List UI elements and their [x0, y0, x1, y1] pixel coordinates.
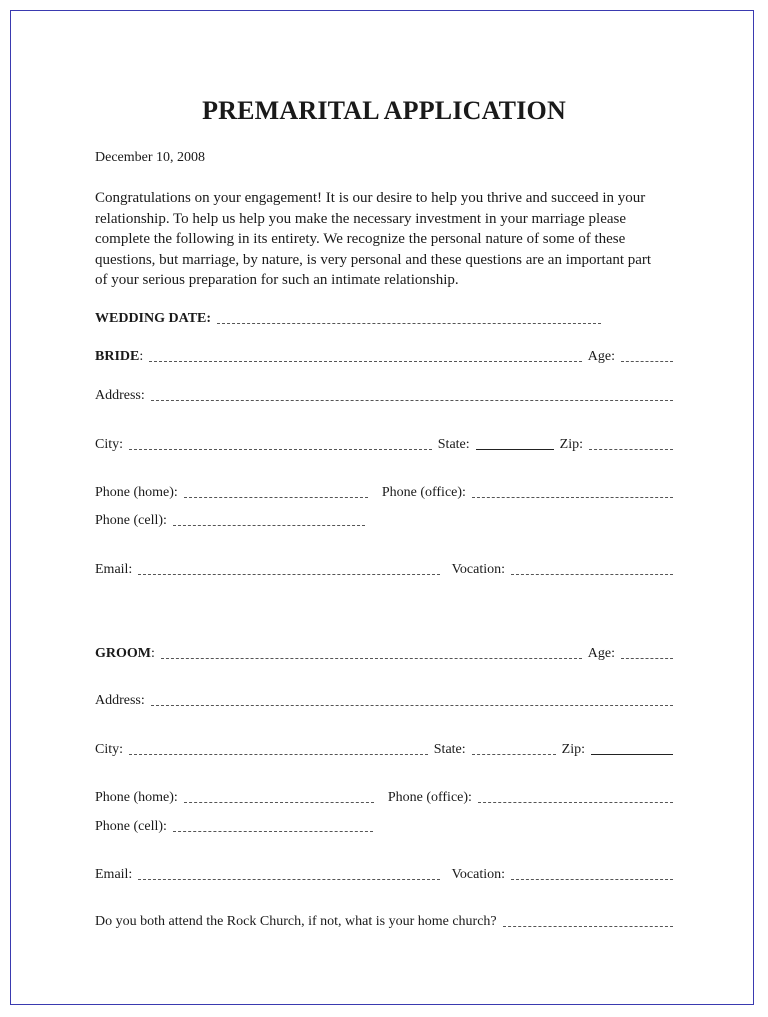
bride-zip-label: Zip: [559, 437, 583, 452]
bride-email-row [95, 559, 679, 579]
groom-phone-office-field[interactable] [478, 802, 673, 803]
groom-email-label: Email: [95, 867, 133, 882]
groom-city-row [95, 739, 679, 759]
bride-address-field[interactable] [151, 400, 673, 401]
bride-label: BRIDE [95, 349, 140, 364]
church-field[interactable] [503, 926, 673, 927]
groom-address-label: Address: [95, 693, 145, 708]
groom-zip-label: Zip: [561, 742, 585, 757]
groom-name-field[interactable] [161, 658, 582, 659]
bride-phone-office-label: Phone (office): [381, 485, 466, 500]
intro-line: Congratulations on your engagement! It is our desire to help you thrive and succeed in your [95, 190, 646, 206]
groom-state-label: State: [433, 742, 466, 757]
bride-email-field[interactable] [138, 574, 439, 575]
bride-zip-field[interactable] [589, 449, 673, 450]
wedding-date-label: WEDDING DATE: [95, 311, 212, 326]
bride-age-label: Age: [587, 349, 615, 364]
page-title: PREMARITAL APPLICATION [202, 96, 566, 125]
groom-phone-cell-label: Phone (cell): [95, 819, 167, 834]
bride-city-field[interactable] [129, 449, 432, 450]
groom-phone-home-field[interactable] [184, 802, 374, 803]
bride-name-field[interactable] [149, 361, 582, 362]
bride-city-label: City: [95, 437, 124, 452]
bride-phone-cell-field[interactable] [173, 525, 365, 526]
groom-address-row [95, 690, 679, 710]
intro-line: relationship. To help us help you make the necessary investment in your marriage please [95, 210, 627, 227]
wedding-date-row [95, 308, 679, 328]
groom-age-label: Age: [587, 646, 615, 661]
groom-phone-cell-field[interactable] [173, 831, 373, 832]
groom-zip-field[interactable] [591, 754, 673, 755]
document-date: December 10, 2008 [95, 150, 206, 165]
bride-vocation-field[interactable] [511, 574, 673, 575]
bride-city-row [95, 434, 679, 454]
groom-phone-row [95, 787, 679, 807]
groom-phone-home-label: Phone (home): [95, 790, 178, 805]
intro-line: of your serious preparation for such an intimate relationship. [95, 272, 459, 289]
groom-state-field[interactable] [472, 754, 556, 755]
church-row [95, 911, 679, 931]
groom-city-field[interactable] [129, 754, 428, 755]
groom-email-field[interactable] [138, 879, 439, 880]
groom-label: GROOM [95, 646, 151, 661]
bride-phone-cell-label: Phone (cell): [95, 513, 167, 528]
groom-name-row: GROOM : Age: [95, 643, 679, 663]
groom-phone-office-label: Phone (office): [387, 790, 472, 805]
wedding-date-field[interactable] [217, 323, 601, 324]
intro-line: complete the following in its entirety. We recognize the personal nature of some of these [95, 231, 626, 248]
groom-age-field[interactable] [621, 658, 673, 659]
bride-address-label: Address: [95, 388, 145, 403]
bride-name-row: BRIDE : Age: [95, 346, 679, 366]
bride-vocation-label: Vocation: [451, 562, 505, 577]
bride-phone-row [95, 482, 679, 502]
intro-line: questions, but marriage, by nature, is very personal and these questions are an important part [95, 251, 652, 268]
bride-phone-home-field[interactable] [184, 497, 368, 498]
bride-phone-home-label: Phone (home): [95, 485, 178, 500]
bride-address-row [95, 385, 679, 405]
bride-state-label: State: [437, 437, 470, 452]
groom-email-row [95, 864, 679, 884]
intro-paragraph [95, 188, 695, 291]
bride-age-field[interactable] [621, 361, 673, 362]
bride-cell-row [95, 510, 679, 530]
groom-address-field[interactable] [151, 705, 673, 706]
groom-vocation-label: Vocation: [451, 867, 505, 882]
groom-vocation-field[interactable] [511, 879, 673, 880]
bride-email-label: Email: [95, 562, 133, 577]
church-question: Do you both attend the Rock Church, if not, what is your home church? [95, 914, 497, 929]
groom-city-label: City: [95, 742, 124, 757]
groom-cell-row [95, 816, 679, 836]
bride-phone-office-field[interactable] [472, 497, 673, 498]
bride-state-field[interactable] [476, 449, 554, 450]
